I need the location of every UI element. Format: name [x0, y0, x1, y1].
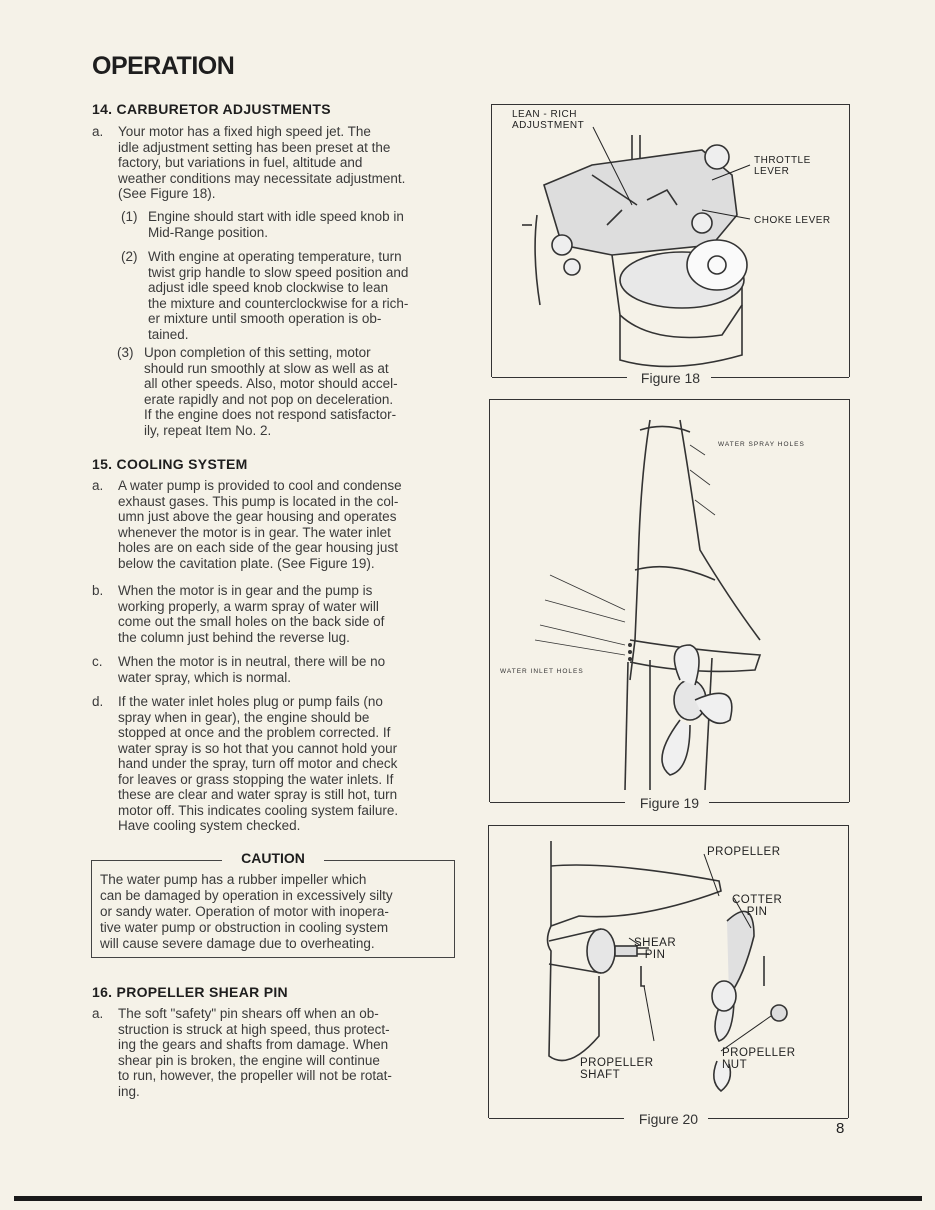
text-line: stopped at once and the problem corrected. If [118, 725, 391, 740]
label-shear-pin [634, 937, 676, 961]
callout-line: PIN [644, 949, 666, 961]
section-16-heading: 16. PROPELLER SHEAR PIN [92, 984, 288, 1000]
section-16-a [118, 1006, 463, 1099]
callout-line: THROTTLE [754, 155, 811, 166]
text-line: shear pin is broken, the engine will continue [118, 1052, 380, 1068]
section-15-c-label: c. [92, 654, 103, 669]
text-line: ily, repeat Item No. 2. [144, 422, 272, 438]
callout-line: SHEAR [634, 937, 677, 949]
callout-line: LEAN - RICH [512, 109, 577, 120]
figure-20-caption: Figure 20 [638, 1111, 699, 1127]
text-line: exhaust gases. This pump is located in the col- [118, 493, 399, 509]
page-title: OPERATION [92, 52, 235, 80]
text-line: The soft "safety" pin shears off when an ob- [118, 1006, 379, 1021]
text-line: will cause severe damage due to overheating. [100, 936, 375, 951]
label-propeller: PROPELLER [707, 846, 781, 858]
callout-line: SHAFT [580, 1069, 621, 1081]
section-15-a [118, 478, 463, 571]
text-line: With engine at operating temperature, turn [148, 249, 402, 264]
text-line: umn just above the gear housing and operates [118, 509, 397, 524]
figure-20 [488, 825, 849, 1127]
callout-line: LEVER [754, 166, 790, 177]
text-line: struction is struck at high speed, thus protect- [118, 1021, 390, 1037]
section-15-d-label: d. [92, 694, 104, 709]
carburetor-illustration [492, 105, 849, 377]
text-line: motor off. This indicates cooling system failure. [118, 802, 399, 818]
figure-19 [489, 399, 850, 811]
text-line: to run, however, the propeller will not be rotat- [118, 1068, 392, 1083]
section-15-d [118, 694, 463, 834]
label-lean-rich [512, 109, 584, 131]
text-line: working properly, a warm spray of water will [118, 598, 379, 614]
section-14-item-a-label: a. [92, 124, 104, 139]
caution-title: CAUTION [241, 850, 305, 866]
callout-line: PROPELLER [722, 1047, 796, 1059]
section-16-a-label: a. [92, 1006, 104, 1021]
text-line: erate rapidly and not pop on deceleration. [144, 391, 394, 407]
bottom-rule [14, 1196, 922, 1201]
text-line: Your motor has a fixed high speed jet. The [118, 124, 371, 139]
figure-19-caption: Figure 19 [639, 795, 700, 811]
callout-line: NUT [722, 1059, 748, 1071]
text-line: twist grip handle to slow speed position and [148, 264, 409, 280]
figure-18-caption: Figure 18 [640, 370, 701, 386]
section-15-c [118, 654, 463, 685]
figure-18 [491, 104, 850, 386]
section-15-heading: 15. COOLING SYSTEM [92, 456, 248, 472]
text-line: If the engine does not respond satisfactor- [144, 407, 397, 422]
text-line: the mixture and counterclockwise for a rich- [148, 295, 409, 311]
text-line: Have cooling system checked. [118, 818, 301, 833]
label-water-spray-holes: WATER SPRAY HOLES [718, 441, 805, 448]
section-15-a-label: a. [92, 478, 104, 493]
section-14-sub1 [148, 209, 463, 240]
section-14-sub2 [148, 249, 463, 342]
label-choke-lever: CHOKE LEVER [754, 215, 831, 226]
propeller-assembly-illustration [489, 826, 848, 1118]
section-14-sub2-label: (2) [121, 249, 138, 264]
caution-box [91, 850, 455, 958]
section-15-b-label: b. [92, 583, 104, 598]
text-line: below the cavitation plate. (See Figure 19). [118, 555, 375, 571]
text-line: all other speeds. Also, motor should accel- [144, 376, 398, 391]
text-line: the column just behind the reverse lug. [118, 629, 350, 645]
text-line: come out the small holes on the back side of [118, 614, 385, 629]
text-line: Mid-Range position. [148, 224, 269, 240]
callout-line: ADJUSTMENT [512, 120, 585, 131]
callout-line: PIN [746, 906, 768, 918]
text-line: Engine should start with idle speed knob in [148, 209, 404, 224]
text-line: ing. [118, 1083, 140, 1099]
section-15-b [118, 583, 463, 645]
text-line: If the water inlet holes plug or pump fails (no [118, 694, 383, 709]
text-line: for leaves or grass stopping the water inlets. If [118, 771, 394, 787]
text-line: hand under the spray, turn off motor and check [118, 756, 398, 771]
caution-text [100, 872, 448, 952]
text-line: er mixture until smooth operation is ob- [148, 311, 382, 326]
text-line: ing the gears and shafts from damage. When [118, 1037, 389, 1052]
callout-line: COTTER [732, 894, 783, 906]
section-14-sub3 [144, 345, 463, 438]
text-line: tive water pump or obstruction in cooling system [100, 920, 389, 935]
text-line: spray when in gear), the engine should be [118, 709, 370, 725]
text-line: (See Figure 18). [118, 186, 216, 201]
section-14-sub1-label: (1) [121, 209, 138, 224]
text-line: these are clear and water spray is still hot, turn [118, 787, 398, 802]
text-line: should run smoothly at slow as well as at [144, 360, 389, 376]
text-line: water spray is so hot that you cannot hold your [118, 740, 398, 756]
section-14-heading: 14. CARBURETOR ADJUSTMENTS [92, 101, 331, 117]
text-line: When the motor is in neutral, there will be no [118, 654, 386, 669]
text-line: or sandy water. Operation of motor with inopera- [100, 904, 389, 919]
text-line: When the motor is in gear and the pump is [118, 583, 373, 598]
callout-line: PROPELLER [580, 1057, 654, 1069]
label-propeller-shaft [580, 1057, 654, 1081]
text-line: adjust idle speed knob clockwise to lean [148, 280, 389, 295]
section-14-sub3-label: (3) [117, 345, 134, 360]
text-line: factory, but variations in fuel, altitude and [118, 155, 363, 170]
text-line: tained. [148, 326, 189, 342]
gear-housing-illustration [490, 400, 849, 802]
text-line: Upon completion of this setting, motor [144, 345, 371, 360]
text-line: weather conditions may necessitate adjustment. [118, 170, 406, 186]
text-line: can be damaged by operation in excessively silty [100, 888, 393, 903]
text-line: The water pump has a rubber impeller which [100, 872, 367, 887]
text-line: A water pump is provided to cool and condense [118, 478, 402, 493]
label-cotter-pin [732, 894, 782, 918]
text-line: water spray, which is normal. [118, 669, 292, 685]
label-throttle-lever [754, 155, 811, 177]
label-propeller-nut [722, 1047, 796, 1071]
page-number: 8 [836, 1120, 845, 1137]
label-water-inlet-holes: WATER INLET HOLES [500, 668, 584, 675]
text-line: whenever the motor is in gear. The water inlet [118, 524, 391, 540]
text-line: idle adjustment setting has been preset at the [118, 139, 391, 155]
section-14-item-a [118, 124, 463, 202]
text-line: holes are on each side of the gear housing just [118, 540, 398, 555]
